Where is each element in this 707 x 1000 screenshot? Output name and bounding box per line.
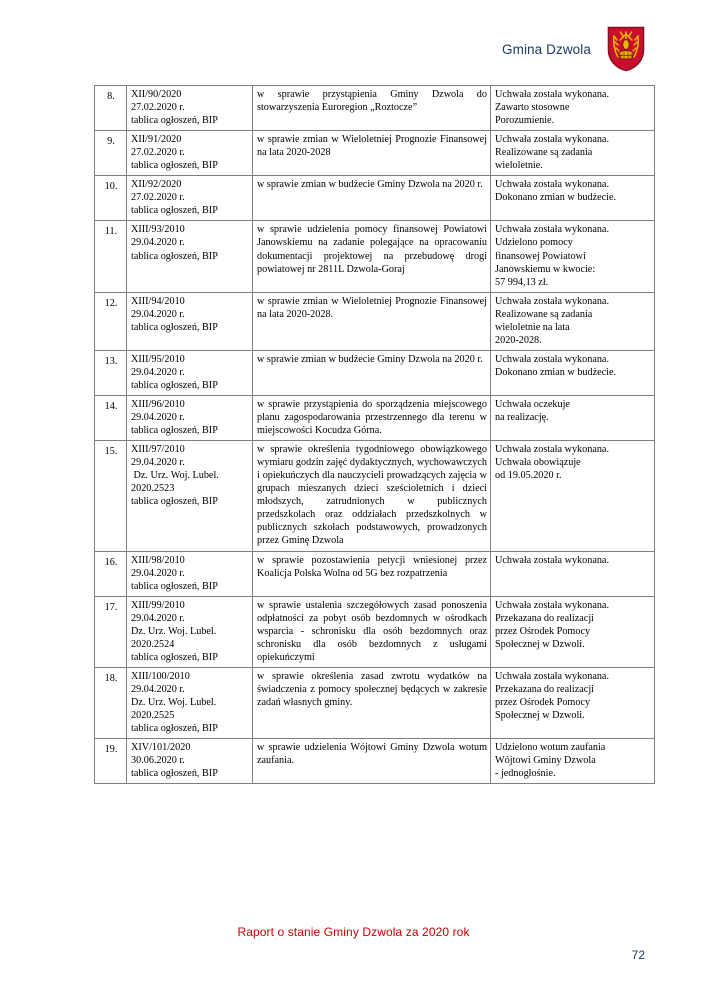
cell-resolution-reference [127, 86, 253, 131]
execution-status-line: Uchwała obowiązuje [495, 457, 581, 469]
resolution-reference-line: tablica ogłoszeń, BIP [131, 205, 218, 217]
cell-resolution-reference [127, 395, 253, 440]
execution-status-line: Uchwała oczekuje [495, 398, 570, 410]
cell-resolution-subject [253, 395, 491, 440]
resolution-reference-line: XIII/100/2010 [131, 670, 190, 682]
cell-execution-status [491, 350, 655, 395]
cell-row-number [95, 596, 127, 667]
execution-status-line: Porozumienie. [495, 115, 555, 127]
cell-resolution-subject [253, 131, 491, 176]
cell-row-number [95, 292, 127, 350]
resolution-reference-line: XIII/94/2010 [131, 295, 185, 307]
table-row [95, 667, 655, 738]
resolution-reference-line: XIV/101/2020 [131, 742, 191, 754]
resolution-reference-line: XII/90/2020 [131, 89, 182, 100]
execution-status-line: wieloletnie. [495, 160, 543, 172]
resolution-reference-line: Dz. Urz. Woj. Lubel. [131, 625, 217, 637]
resolution-reference-line: XIII/98/2010 [131, 554, 185, 566]
resolution-reference-line: tablica ogłoszeń, BIP [131, 580, 218, 592]
resolution-reference-line: 27.02.2020 r. [131, 102, 185, 114]
cell-resolution-reference [127, 221, 253, 292]
resolution-reference-line: 2020.2524 [131, 638, 175, 650]
cell-resolution-subject [253, 441, 491, 551]
execution-status-line: Realizowane są zadania [495, 147, 593, 159]
resolution-reference-line: 30.06.2020 r. [131, 755, 185, 767]
execution-status-line: Przekazana do realizacji [495, 612, 594, 624]
row-number-text: 19. [104, 744, 118, 756]
cell-resolution-reference [127, 292, 253, 350]
row-number-text: 12. [104, 297, 118, 309]
resolutions-table [94, 85, 655, 784]
resolution-reference-line: XIII/96/2010 [131, 398, 185, 410]
resolution-reference-line: 29.04.2020 r. [131, 567, 185, 579]
resolution-subject-text: w sprawie przystąpienia do sporządzenia miejscowego planu zagospodarowania przestrzennego dla terenu w miejscowości Kocudza Górna. [257, 398, 487, 437]
cell-resolution-reference [127, 441, 253, 551]
execution-status-line: Przekazana do realizacji [495, 683, 594, 695]
resolution-reference-line: tablica ogłoszeń, BIP [131, 496, 218, 508]
footer-caption: Raport o stanie Gminy Dzwola za 2020 rok [237, 925, 470, 939]
cell-resolution-subject [253, 596, 491, 667]
cell-resolution-subject [253, 667, 491, 738]
execution-status-line: Udzielono wotum zaufania [495, 742, 606, 754]
table-row [95, 350, 655, 395]
cell-execution-status [491, 131, 655, 176]
cell-resolution-subject [253, 350, 491, 395]
resolution-subject-text: w sprawie pozostawienia petycji wniesionej przez Koalicja Polska Wolna od 5G bez rozpatrzenia [257, 554, 487, 579]
page-footer [0, 925, 707, 985]
execution-status-line: 57 994,13 zł. [495, 276, 549, 288]
row-number-text: 10. [104, 181, 118, 193]
execution-status-line: przez Ośrodek Pomocy [495, 696, 591, 708]
resolution-reference-line: Dz. Urz. Woj. Lubel. [131, 470, 219, 482]
cell-resolution-reference [127, 739, 253, 784]
cell-row-number [95, 667, 127, 738]
page-title: Gmina Dzwola [502, 41, 591, 57]
cell-resolution-reference [127, 596, 253, 667]
resolution-reference-line: 27.02.2020 r. [131, 192, 185, 204]
resolution-subject-text: w sprawie udzielenia pomocy finansowej Powiatowi Janowskiemu na zadanie polegające na opracowaniu dokumentacji projektowej na przebudowę drogi powiatowej nr 2811L Dzwola-Goraj [257, 224, 487, 275]
resolution-reference-line: 29.04.2020 r. [131, 457, 185, 469]
resolution-reference-line: 2020.2525 [131, 710, 175, 722]
resolution-subject-text: w sprawie przystąpienia Gminy Dzwola do stowarzyszenia Euroregion „Roztocze” [257, 89, 487, 114]
cell-resolution-subject [253, 176, 491, 221]
cell-row-number [95, 551, 127, 596]
cell-resolution-subject [253, 292, 491, 350]
cell-execution-status [491, 739, 655, 784]
cell-row-number [95, 441, 127, 551]
cell-resolution-subject [253, 739, 491, 784]
execution-status-line: Dokonano zmian w budżecie. [495, 366, 617, 378]
table-row [95, 551, 655, 596]
table-row [95, 739, 655, 784]
cell-resolution-reference [127, 176, 253, 221]
execution-status-line: Uchwała została wykonana. [495, 134, 609, 146]
resolutions-table-body [95, 86, 655, 784]
resolution-subject-text: w sprawie zmian w Wieloletniej Prognozie Finansowej na lata 2020-2028 [257, 134, 487, 159]
cell-resolution-subject [253, 86, 491, 131]
cell-resolution-subject [253, 221, 491, 292]
execution-status-line: na realizację. [495, 412, 549, 424]
execution-status-line: wieloletnie na lata [495, 321, 570, 333]
cell-execution-status [491, 86, 655, 131]
resolution-reference-line: tablica ogłoszeń, BIP [131, 115, 218, 127]
resolution-reference-line: 2020.2523 [131, 483, 175, 495]
resolution-reference-line: 29.04.2020 r. [131, 237, 185, 249]
row-number-text: 13. [104, 355, 118, 367]
resolution-reference-line: 29.04.2020 r. [131, 683, 185, 695]
row-number-text: 14. [104, 400, 118, 412]
row-number-text: 8. [107, 91, 115, 102]
execution-status-line: finansowej Powiatowi [495, 250, 586, 262]
resolution-reference-line: 29.04.2020 r. [131, 366, 185, 378]
cell-execution-status [491, 551, 655, 596]
execution-status-line: Uchwała została wykonana. [495, 599, 609, 611]
resolution-reference-line: 29.04.2020 r. [131, 412, 185, 424]
execution-status-line: Uchwała została wykonana. [495, 224, 609, 236]
row-number-text: 15. [104, 446, 118, 458]
execution-status-line: Zawarto stosowne [495, 102, 570, 114]
row-number-text: 17. [104, 601, 118, 613]
execution-status-line: Uchwała została wykonana. [495, 295, 609, 307]
execution-status-line: Dokonano zmian w budżecie. [495, 192, 617, 204]
execution-status-line: Uchwała została wykonana. [495, 554, 609, 566]
cell-execution-status [491, 221, 655, 292]
resolution-reference-line: tablica ogłoszeń, BIP [131, 425, 218, 437]
cell-execution-status [491, 667, 655, 738]
cell-execution-status [491, 176, 655, 221]
cell-execution-status [491, 441, 655, 551]
execution-status-line: Uchwała została wykonana. [495, 89, 609, 100]
resolution-subject-text: w sprawie określenia zasad zwrotu wydatków na świadczenia z pomocy społecznej będących w zakresie zadań własnych gminy. [257, 670, 487, 708]
resolution-reference-line: XIII/97/2010 [131, 444, 185, 456]
table-row [95, 395, 655, 440]
resolution-reference-line: tablica ogłoszeń, BIP [131, 321, 218, 333]
cell-row-number [95, 176, 127, 221]
cell-execution-status [491, 395, 655, 440]
execution-status-line: przez Ośrodek Pomocy [495, 625, 591, 637]
execution-status-line: od 19.05.2020 r. [495, 470, 562, 482]
cell-execution-status [491, 596, 655, 667]
cell-row-number [95, 86, 127, 131]
resolution-reference-line: XIII/99/2010 [131, 599, 185, 611]
table-row [95, 292, 655, 350]
cell-execution-status [491, 292, 655, 350]
cell-row-number [95, 739, 127, 784]
execution-status-line: 2020-2028. [495, 334, 542, 346]
resolution-reference-line: tablica ogłoszeń, BIP [131, 160, 218, 172]
resolution-reference-line: tablica ogłoszeń, BIP [131, 768, 218, 780]
row-number-text: 18. [104, 672, 118, 684]
resolution-reference-line: tablica ogłoszeń, BIP [131, 250, 218, 262]
table-row [95, 596, 655, 667]
execution-status-line: Uchwała została wykonana. [495, 670, 609, 682]
page-header [0, 18, 707, 80]
execution-status-line: - jednogłośnie. [495, 768, 556, 780]
resolution-subject-text: w sprawie zmian w budżecie Gminy Dzwola na 2020 r. [257, 179, 483, 191]
resolution-reference-line: XIII/93/2010 [131, 224, 185, 236]
cell-resolution-reference [127, 131, 253, 176]
row-number-text: 16. [104, 556, 118, 568]
resolution-reference-line: 29.04.2020 r. [131, 308, 185, 320]
cell-row-number [95, 221, 127, 292]
execution-status-line: Uchwała została wykonana. [495, 179, 609, 191]
cell-resolution-reference [127, 350, 253, 395]
cell-resolution-reference [127, 667, 253, 738]
table-row [95, 131, 655, 176]
resolution-subject-text: w sprawie zmian w budżecie Gminy Dzwola na 2020 r. [257, 353, 483, 365]
resolution-reference-line: XII/91/2020 [131, 134, 182, 146]
cell-row-number [95, 131, 127, 176]
resolution-reference-line: 27.02.2020 r. [131, 147, 185, 159]
execution-status-line: Społecznej w Dzwoli. [495, 710, 585, 722]
execution-status-line: Udzielono pomocy [495, 237, 573, 249]
table-row [95, 221, 655, 292]
execution-status-line: Uchwała została wykonana. [495, 353, 609, 365]
resolution-reference-line: XIII/95/2010 [131, 353, 185, 365]
resolution-reference-line: Dz. Urz. Woj. Lubel. [131, 696, 217, 708]
resolution-reference-line: tablica ogłoszeń, BIP [131, 651, 218, 663]
row-number-text: 9. [107, 136, 115, 148]
execution-status-line: Wójtowi Gminy Dzwola [495, 755, 596, 767]
resolution-subject-text: w sprawie ustalenia szczegółowych zasad ponoszenia odpłatności za pobyt osób bezdomnych w ośrodkach wsparcia - schronisku dla osób bezdomnych oraz schronisku dla osób bezdomnych z usługami opiekuńczymi [257, 599, 487, 663]
execution-status-line: Społecznej w Dzwoli. [495, 638, 585, 650]
execution-status-line: Janowskiemu w kwocie: [495, 263, 596, 275]
resolution-reference-line: XII/92/2020 [131, 179, 182, 191]
cell-row-number [95, 350, 127, 395]
execution-status-line: Uchwała została wykonana. [495, 444, 609, 456]
cell-row-number [95, 395, 127, 440]
row-number-text: 11. [104, 226, 118, 238]
resolution-subject-text: w sprawie zmian w Wieloletniej Prognozie Finansowej na lata 2020-2028. [257, 295, 487, 320]
page-number: 72 [631, 948, 645, 962]
resolution-subject-text: w sprawie udzielenia Wójtowi Gminy Dzwola wotum zaufania. [257, 742, 487, 767]
execution-status-line: Realizowane są zadania [495, 308, 593, 320]
resolution-reference-line: tablica ogłoszeń, BIP [131, 723, 218, 735]
resolution-reference-line: 29.04.2020 r. [131, 612, 185, 624]
cell-resolution-reference [127, 551, 253, 596]
resolution-reference-line: tablica ogłoszeń, BIP [131, 379, 218, 391]
gmina-dzwola-coat-of-arms-icon [607, 26, 645, 72]
table-row [95, 441, 655, 551]
table-row [95, 86, 655, 131]
table-row [95, 176, 655, 221]
cell-resolution-subject [253, 551, 491, 596]
resolution-subject-text: w sprawie określenia tygodniowego obowiązkowego wymiaru godzin zajęć dydaktycznych, wychowawczych i opiekuńczych dla nauczycieli prowadzących zajęcia w grupach mieszanych dzieci sześcioletnich i dzieci młodszych, zatrudnionych w publicznych przedszkolach oraz oddziałach przedszkolnych w publicznych szkołach podstawowych, prowadzonych przez Gminę Dzwola [257, 444, 487, 547]
